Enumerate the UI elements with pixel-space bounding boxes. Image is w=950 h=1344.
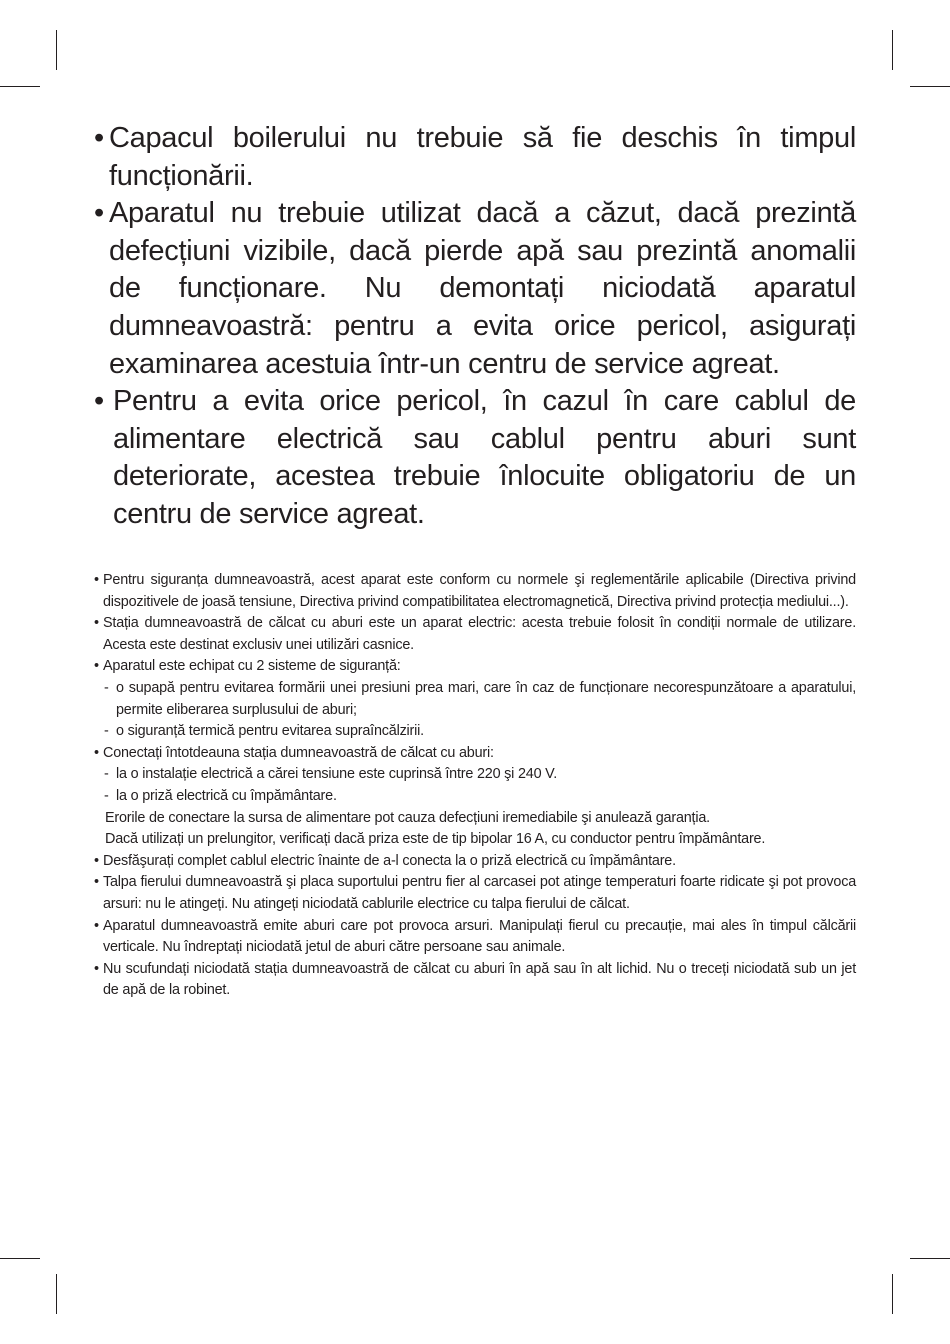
safety-subtext: la o instalație electrică a cărei tensiune este cuprinsă între 220 şi 240 V.: [116, 766, 558, 783]
safety-item: [94, 570, 856, 613]
safety-item: [94, 656, 856, 742]
bullet: •: [94, 572, 99, 588]
safety-item: [94, 743, 856, 851]
dash: -: [104, 766, 109, 783]
safety-note: Dacă utilizați un prelungitor, verificați dacă priza este de tip bipolar 16 A, cu conductor pentru împământare.: [105, 831, 766, 848]
safety-text: Desfăşurați complet cablul electric înainte de a-l conecta la o priză electrică cu împământare.: [103, 852, 676, 869]
crop-mark: [910, 1258, 950, 1259]
bullet: •: [94, 122, 104, 154]
large-warning-item: [94, 120, 856, 195]
bullet: •: [94, 615, 99, 632]
safety-text: Nu scufundați niciodată stația dumneavoastră de călcat cu aburi în apă sau în alt lichid. Nu o treceți niciodată sub un jet de apă de la robinet.: [103, 960, 856, 999]
safety-item: [94, 959, 856, 1002]
bullet: •: [94, 960, 99, 977]
bullet: •: [94, 852, 99, 869]
safety-sublist: [103, 678, 856, 743]
large-warnings-list: [94, 120, 856, 534]
safety-text: Conectați întotdeauna stația dumneavoastră de călcat cu aburi:: [103, 744, 494, 761]
safety-subitem: [104, 721, 856, 743]
crop-mark: [0, 86, 40, 87]
safety-text: Talpa fierului dumneavoastră şi placa suportului pentru fier al carcasei pot atinge temperaturi foarte ridicate şi pot provoca arsuri: nu le atingeți. Nu atingeți niciodată cablurile electrice cu talpa fierului de călcat.: [103, 874, 856, 912]
safety-text: Aparatul este echipat cu 2 sisteme de siguranță:: [103, 658, 401, 675]
safety-text: Pentru siguranța dumneavoastră, acest aparat este conform cu normele şi reglementările aplicabile (Directiva privind dispozitivele de joasă tensiune, Directiva privind compatibilitatea electromagnetică, Directiva privind protecția mediului...).: [103, 572, 856, 610]
crop-mark: [892, 1274, 893, 1314]
safety-item: [94, 916, 856, 959]
bullet: •: [94, 197, 104, 230]
safety-item: [94, 851, 856, 873]
crop-mark: [56, 30, 57, 70]
large-warning-item: [94, 383, 856, 533]
safety-text: Aparatul dumneavoastră emite aburi care pot provoca arsuri. Manipulați fierul cu precauție, mai ales în timpul călcării verticale. Nu îndreptați niciodată jetul de aburi către persoane sau animale.: [103, 917, 856, 956]
crop-mark: [0, 1258, 40, 1259]
safety-instructions-list: [94, 570, 856, 1002]
large-warning-item: [94, 195, 856, 383]
safety-subtext: o supapă pentru evitarea formării unei presiuni prea mari, care în caz de funcționare necorespunzătoare a aparatului, permite eliberarea surplusului de aburi;: [116, 679, 856, 718]
safety-subtext: la o priză electrică cu împământare.: [116, 787, 337, 804]
safety-item: [94, 872, 856, 915]
safety-note: Erorile de conectare la sursa de alimentare pot cauza defecțiuni iremediabile şi anulează garanția.: [105, 809, 710, 826]
dash: -: [104, 723, 109, 740]
bullet: •: [94, 874, 99, 891]
bullet: •: [94, 658, 99, 675]
large-warning-text: Aparatul nu trebuie utilizat dacă a căzut, dacă prezintă defecțiuni vizibile, dacă pierde apă sau prezintă anomalii de funcționare. Nu demontați niciodată aparatul dumneavoastră: pentru a evita orice pericol, asigurați examinarea acestuia într-un centru de service agreat.: [109, 197, 856, 380]
crop-mark: [892, 30, 893, 70]
safety-subtext: o siguranță termică pentru evitarea supraîncălzirii.: [116, 723, 424, 740]
safety-subitem: [104, 678, 856, 721]
large-warning-text: Pentru a evita orice pericol, în cazul în care cablul de alimentare electrică sau cablul pentru aburi sunt deteriorate, acestea trebuie înlocuite obligatoriu de un centru de service agreat.: [113, 385, 856, 530]
safety-item: [94, 613, 856, 656]
dash: -: [104, 679, 109, 696]
bullet: •: [94, 744, 99, 761]
bullet: •: [94, 917, 99, 934]
crop-mark: [910, 86, 950, 87]
dash: -: [104, 787, 109, 804]
safety-subitem: [104, 786, 856, 808]
safety-sublist: [103, 764, 856, 807]
safety-subitem: [104, 764, 856, 786]
crop-mark: [56, 1274, 57, 1314]
bullet: •: [94, 385, 104, 418]
safety-text: Stația dumneavoastră de călcat cu aburi este un aparat electric: acesta trebuie folosit în condiții normale de utilizare. Acesta este destinat exclusiv unei utilizări casnice.: [103, 615, 856, 653]
large-warning-text: Capacul boilerului nu trebuie să fie deschis în timpul funcționării.: [109, 122, 856, 192]
